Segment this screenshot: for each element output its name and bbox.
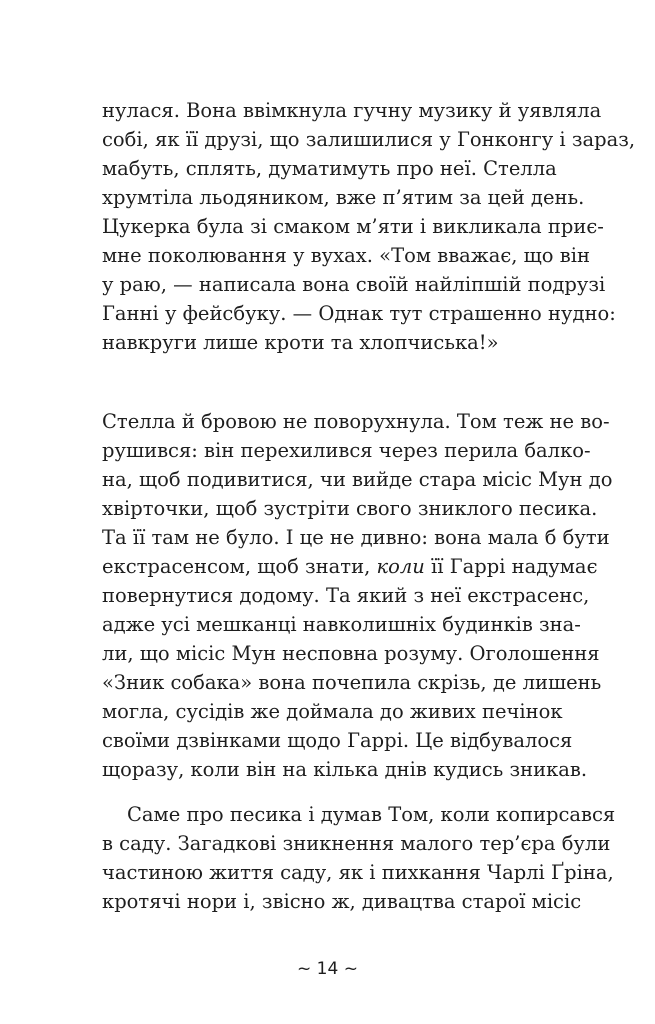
text-line: могла, сусідів же доймала до живих печінок xyxy=(102,700,563,723)
text-line: ли, що місіс Мун несповна розуму. Оголошення xyxy=(102,642,600,665)
text-line: хвірточки, щоб зустріти свого зниклого песика. xyxy=(102,497,598,520)
emphasis-word: коли xyxy=(376,555,425,578)
text-segment: її Гаррі надумає xyxy=(424,555,598,578)
text-line: частиною життя саду, як і пихкання Чарлі Ґріна, xyxy=(102,861,614,884)
text-line: на, щоб подивитися, чи вийде стара місіс Мун до xyxy=(102,468,613,491)
text-line: своїми дзвінками щодо Гаррі. Це відбувалося xyxy=(102,729,573,752)
text-line: навкруги лише кроти та хлопчиська!» xyxy=(102,331,499,354)
text-line: Цукерка була зі смаком м’яти і викликала приє- xyxy=(102,215,604,238)
text-line: Саме про песика і думав Том, коли копирсався xyxy=(127,803,616,826)
text-line: рушився: він перехилився через перила балко- xyxy=(102,439,591,462)
text-line: щоразу, коли він на кілька днів кудись зникав. xyxy=(102,758,588,781)
text-line: адже усі мешканці навколишніх будинків зна- xyxy=(102,613,581,636)
text-line: Та її там не було. І це не дивно: вона мала б бути xyxy=(102,526,610,549)
text-line: кротячі нори і, звісно ж, дивацтва старої місіс xyxy=(102,890,582,913)
text-line: у раю, — написала вона своїй найліпшій подрузі xyxy=(102,273,606,296)
text-line: Стелла й бровою не поворухнула. Том теж не во- xyxy=(102,410,610,433)
text-segment: екстрасенсом, щоб знати, xyxy=(102,555,377,578)
text-line: «Зник собака» вона почепила скрізь, де лишень xyxy=(102,671,602,694)
paragraph xyxy=(102,407,613,784)
text-line: мне поколювання у вухах. «Том вважає, що він xyxy=(102,244,590,267)
paragraph xyxy=(102,800,616,916)
text-line: нулася. Вона ввімкнула гучну музику й уявляла xyxy=(102,99,602,122)
text-line: хрумтіла льодяником, вже п’ятим за цей день. xyxy=(102,186,585,209)
text-line: собі, як її друзі, що залишилися у Гонконгу і зараз, xyxy=(102,128,636,151)
text-line: в саду. Загадкові зникнення малого тер’єра були xyxy=(102,832,611,855)
page-number: ~ 14 ~ xyxy=(297,959,358,979)
text-line: мабуть, сплять, думатимуть про неї. Стелла xyxy=(102,157,557,180)
text-line-with-emphasis xyxy=(102,552,598,581)
text-line: Ганні у фейсбуку. — Однак тут страшенно нудно: xyxy=(102,302,616,325)
paragraph xyxy=(102,96,636,357)
text-line: повернутися додому. Та який з неї екстрасенс, xyxy=(102,584,590,607)
